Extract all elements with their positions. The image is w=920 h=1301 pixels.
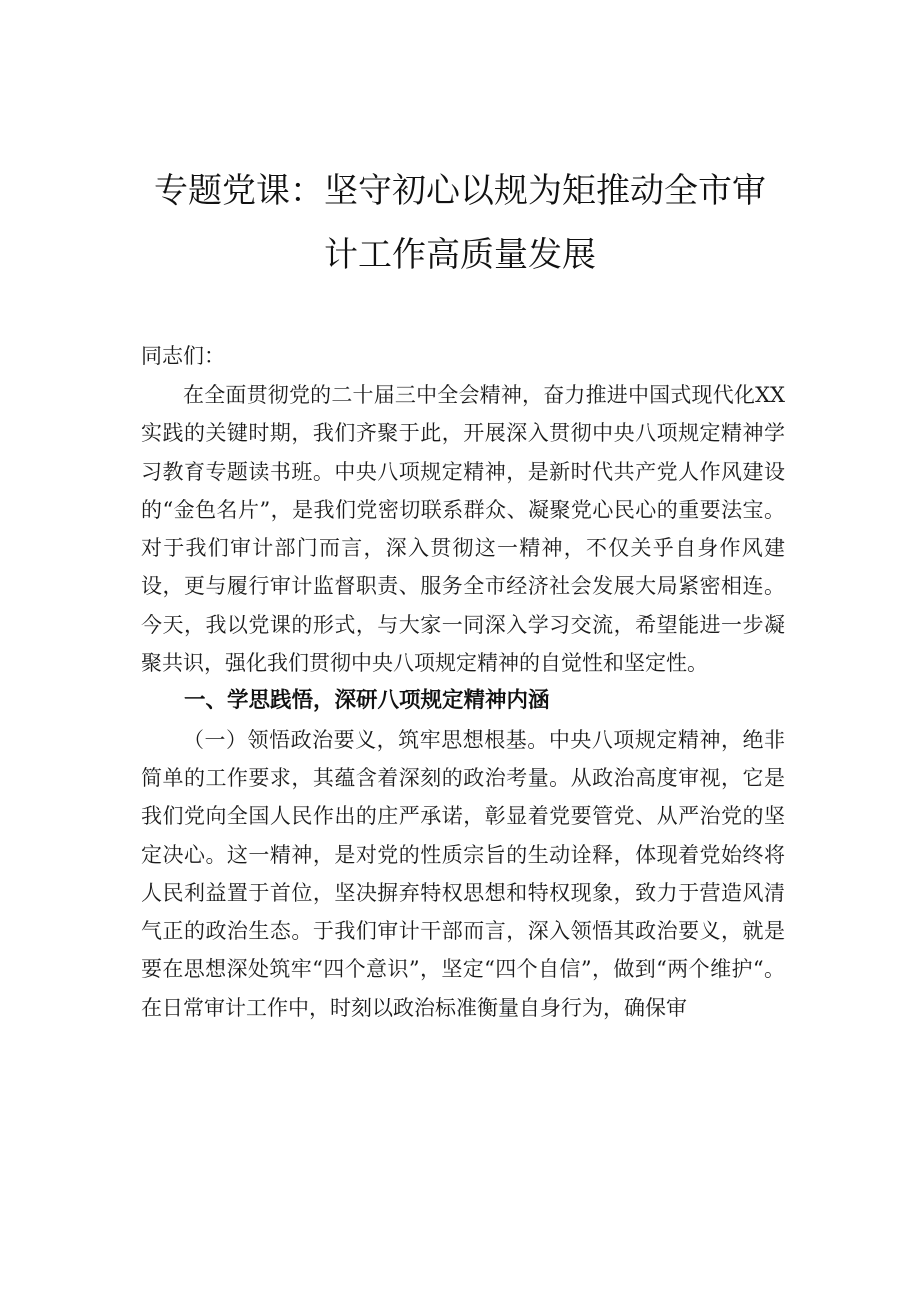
document-title-line-1: 专题党课：坚守初心以规为矩推动全市审 (154, 171, 766, 211)
document-title-line-2: 计工作高质量发展 (324, 235, 596, 275)
document-body (141, 376, 785, 1027)
salutation: 同志们： (141, 344, 225, 368)
section-heading: 一、学思践悟，深研八项规定精神内涵 (184, 688, 550, 714)
intro-paragraph: 在全面贯彻党的二十届三中全会精神，奋力推进中国式现代化XX实践的关键时期，我们齐聚于此，开展深入贯彻中央八项规定精神学习教育专题读书班。中央八项规定精神，是新时代共产党人作风建设的“金色名片”，是我们党密切联系群众、凝聚党心民心的重要法宝。对于我们审计部门而言，深入贯彻这一精神，不仅关乎自身作风建设，更与履行审计监督职责、服务全市经济社会发展大局紧密相连。今天，我以党课的形式，与大家一同深入学习交流，希望能进一步凝聚共识，强化我们贯彻中央八项规定精神的自觉性和坚定性。 (141, 383, 785, 676)
section-paragraph: （一）领悟政治要义，筑牢思想根基。中央八项规定精神，绝非简单的工作要求，其蕴含着深刻的政治考量。从政治高度审视，它是我们党向全国人民作出的庄严承诺，彰显着党要管党、从严治党的坚定决心。这一精神，是对党的性质宗旨的生动诠释，体现着党始终将人民利益置于首位，坚决摒弃特权思想和特权现象，致力于营造风清气正的政治生态。于我们审计干部而言，深入领悟其政治要义，就是要在思想深处筑牢“四个意识”，坚定“四个自信”，做到“两个维护“。在日常审计工作中，时刻以政治标准衡量自身行为，确保审 (141, 727, 785, 1020)
